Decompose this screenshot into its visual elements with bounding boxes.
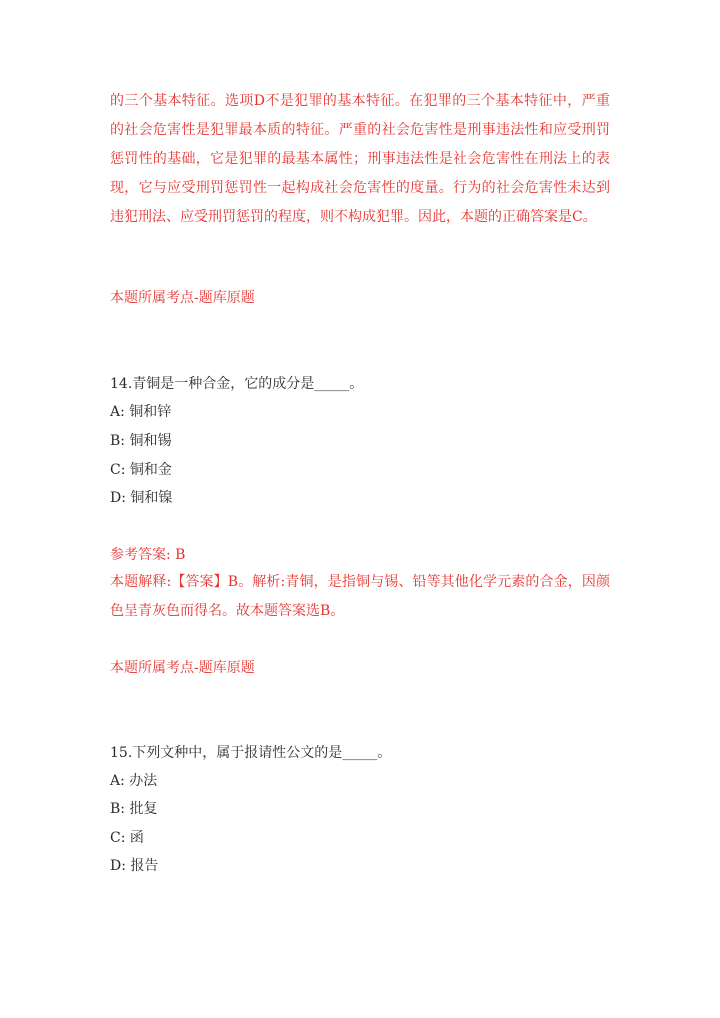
source-label-q14: 本题所属考点-题库原题 [110,660,255,676]
q14-explanation: 本题解释:【答案】B。解析:青铜，是指铜与锡、铅等其他化学元素的合金，因颜色呈青灰色而得名。故本题答案选B。 [110,574,610,619]
question-14: 14.青铜是一种合金，它的成分是_____。 [110,376,364,392]
q15-option-c: C: 函 [110,830,144,846]
explanation-q13: 的三个基本特征。选项D不是犯罪的基本特征。在犯罪的三个基本特征中，严重的社会危害性是犯罪最本质的特征。严重的社会危害性是刑事违法性和应受刑罚惩罚性的基础，它是犯罪的最基本属性；刑事违法性是社会危害性在刑法上的表现，它与应受刑罚惩罚性一起构成社会危害性的度量。行为的社会危害性未达到违犯刑法、应受刑罚惩罚的程度，则不构成犯罪。因此，本题的正确答案是C。 [110,93,610,225]
q15-option-a: A: 办法 [110,773,158,789]
q14-option-d: D: 铜和镍 [110,490,173,506]
q14-option-c: C: 铜和金 [110,462,172,478]
q15-option-b: B: 批复 [110,801,158,817]
q14-option-b: B: 铜和锡 [110,433,172,449]
q15-option-d: D: 报告 [110,858,159,874]
source-label-q13: 本题所属考点-题库原题 [110,290,255,306]
question-15: 15.下列文种中，属于报请性公文的是_____。 [110,745,392,761]
q14-answer: 参考答案: B [110,547,186,563]
q14-option-a: A: 铜和锌 [110,404,172,420]
